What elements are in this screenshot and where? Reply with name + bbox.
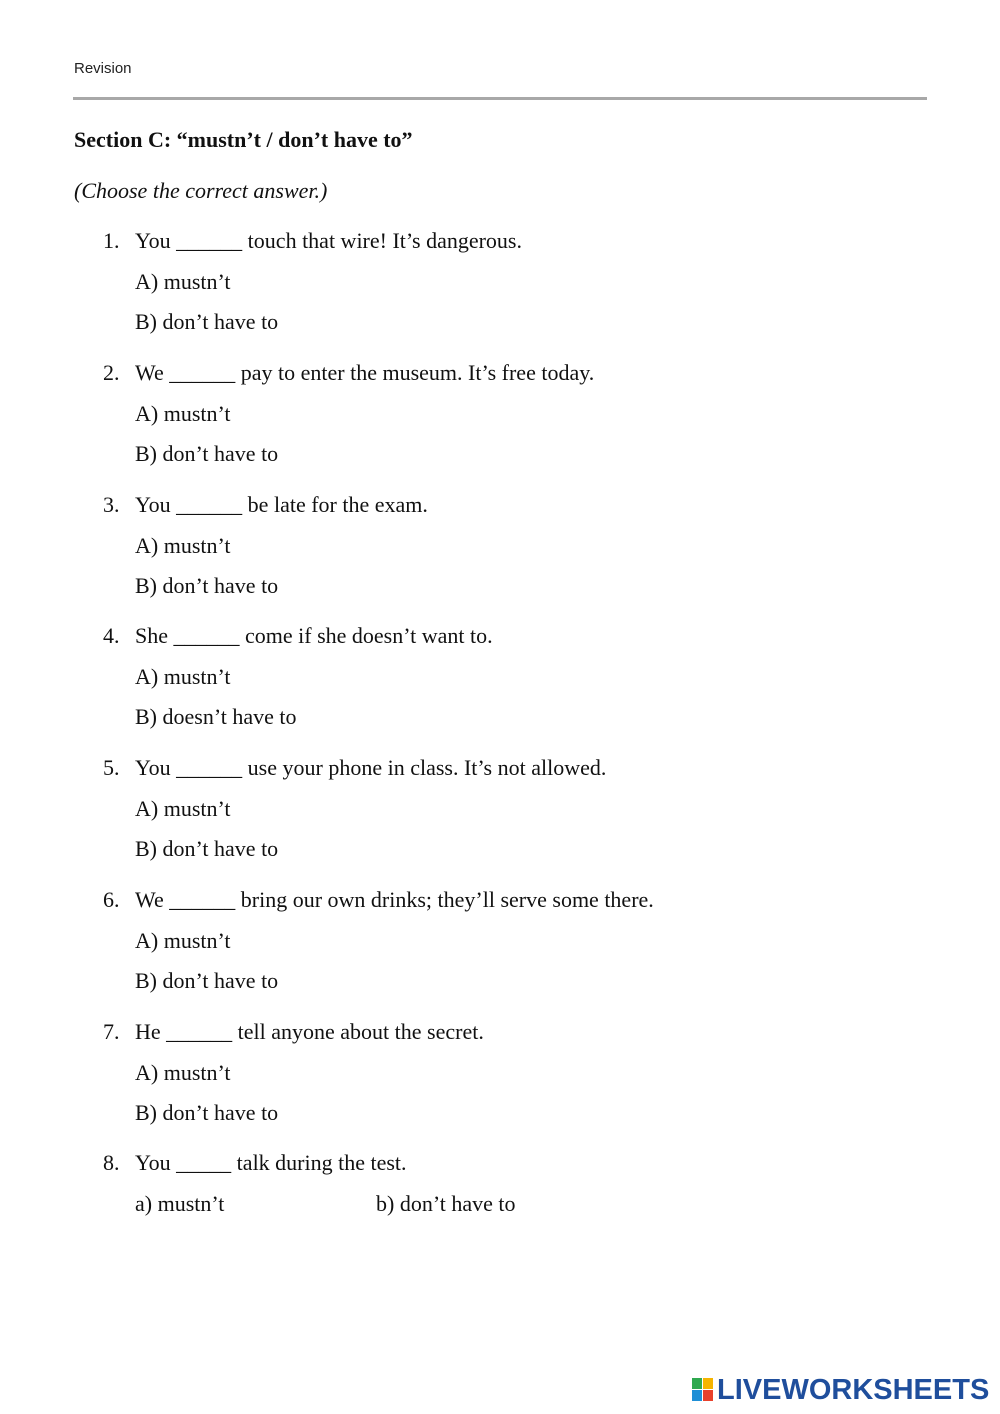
question-number: 7. [103, 1019, 120, 1044]
liveworksheets-logo-icon [692, 1378, 714, 1402]
option-a[interactable]: A) mustn’t [135, 664, 231, 689]
question-number: 8. [103, 1150, 120, 1175]
option-a[interactable]: a) mustn’t [135, 1191, 225, 1216]
option-b[interactable]: B) don’t have to [135, 968, 279, 993]
option-b[interactable]: B) don’t have to [135, 441, 279, 466]
question-number: 5. [103, 755, 120, 780]
option-a[interactable]: A) mustn’t [135, 533, 231, 558]
question-text: We ______ bring our own drinks; they’ll serve some there. [135, 887, 654, 912]
option-a[interactable]: A) mustn’t [135, 401, 231, 426]
header-divider [73, 97, 927, 100]
question-number: 2. [103, 360, 120, 385]
question-text: She ______ come if she doesn’t want to. [135, 623, 493, 648]
option-b[interactable]: b) don’t have to [376, 1191, 516, 1216]
option-a[interactable]: A) mustn’t [135, 1060, 231, 1085]
logo-text: LIVEWORKSHEETS [717, 1374, 990, 1406]
option-b[interactable]: B) doesn’t have to [135, 704, 297, 729]
question-text: We ______ pay to enter the museum. It’s free today. [135, 360, 595, 385]
option-b[interactable]: B) don’t have to [135, 1100, 279, 1125]
instruction-text: (Choose the correct answer.) [74, 178, 328, 203]
section-title: Section C: “mustn’t / don’t have to” [74, 127, 413, 152]
option-b[interactable]: B) don’t have to [135, 836, 279, 861]
question-number: 1. [103, 228, 120, 253]
liveworksheets-logo [692, 1374, 992, 1406]
option-b[interactable]: B) don’t have to [135, 309, 279, 334]
question-text: You ______ be late for the exam. [135, 492, 428, 517]
option-a[interactable]: A) mustn’t [135, 796, 231, 821]
question-number: 4. [103, 623, 120, 648]
question-text: You ______ touch that wire! It’s dangerous. [135, 228, 522, 253]
question-text: You _____ talk during the test. [135, 1150, 407, 1175]
option-a[interactable]: A) mustn’t [135, 928, 231, 953]
question-number: 6. [103, 887, 120, 912]
question-text: He ______ tell anyone about the secret. [135, 1019, 484, 1044]
question-number: 3. [103, 492, 120, 517]
option-a[interactable]: A) mustn’t [135, 269, 231, 294]
question-text: You ______ use your phone in class. It’s not allowed. [135, 755, 607, 780]
option-b[interactable]: B) don’t have to [135, 573, 279, 598]
page-header-label: Revision [74, 60, 132, 77]
